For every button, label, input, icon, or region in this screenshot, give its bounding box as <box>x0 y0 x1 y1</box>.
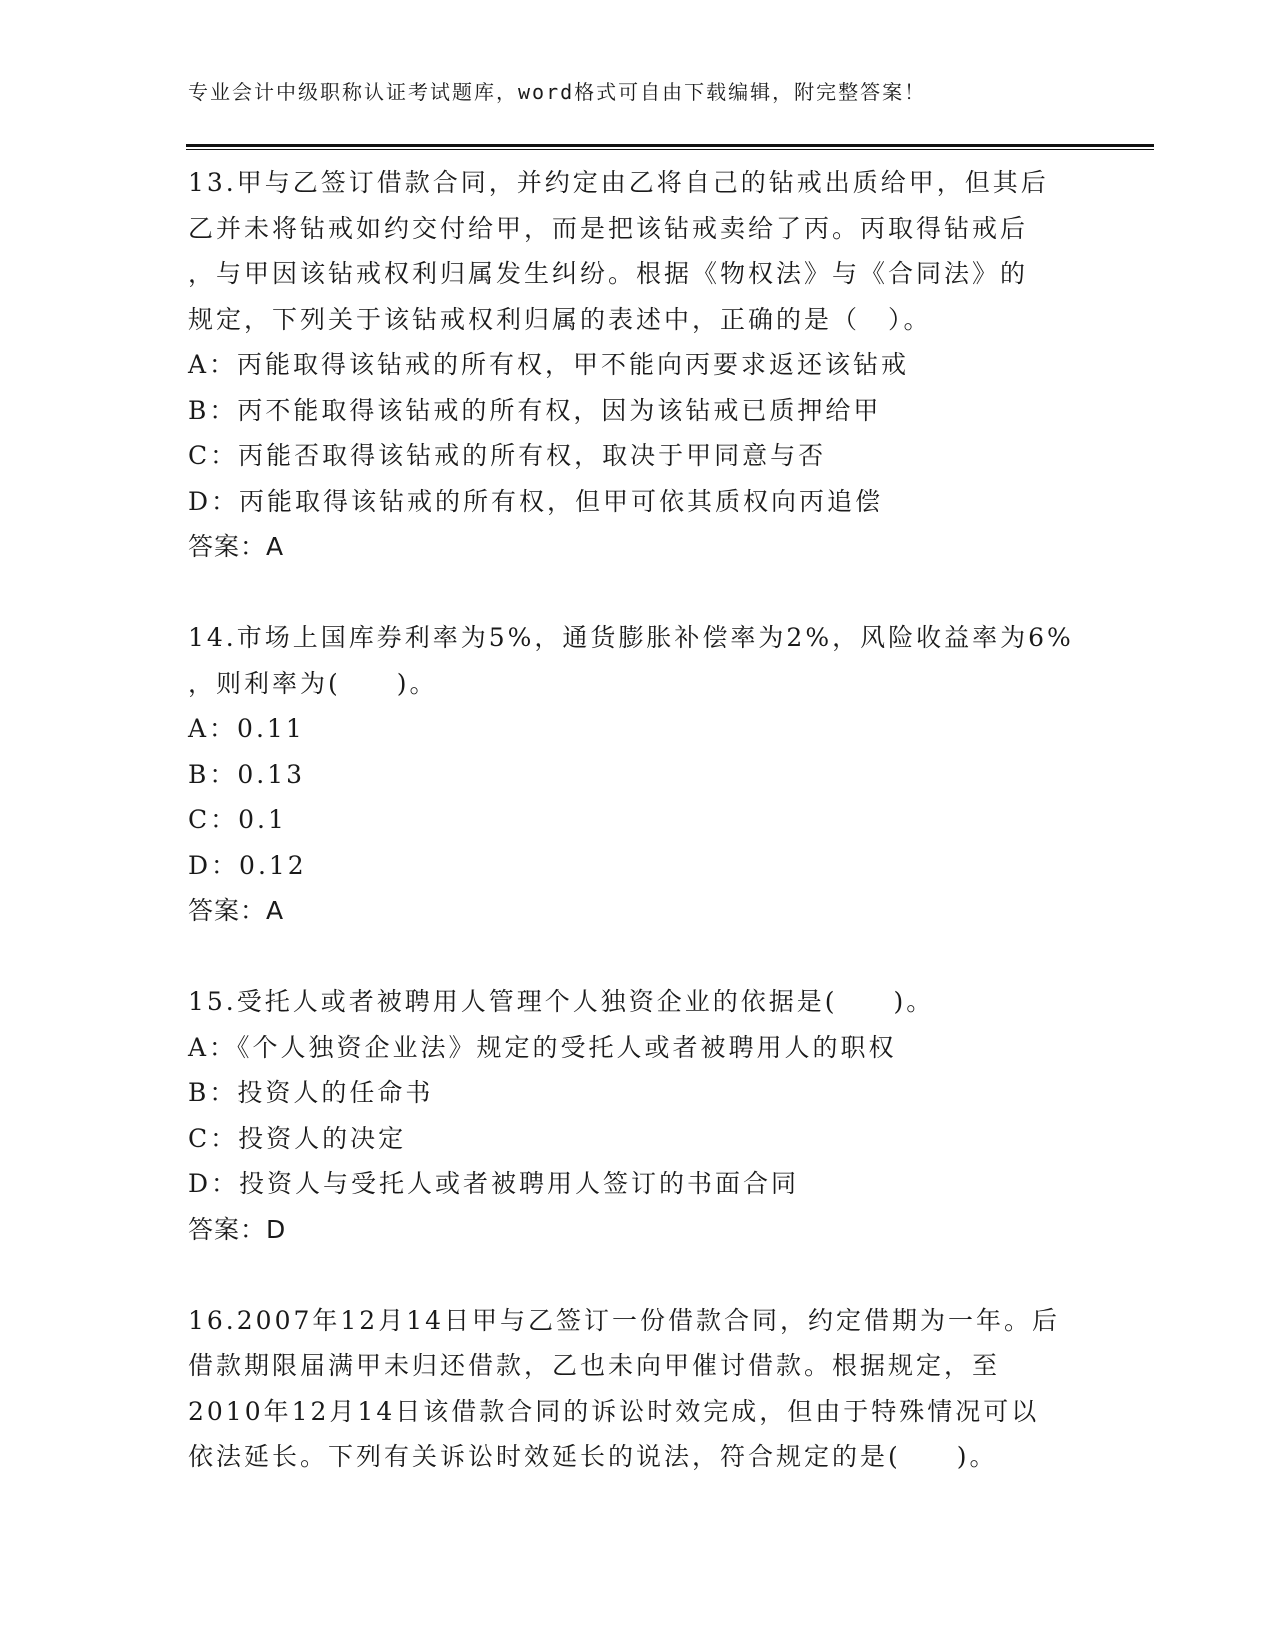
option-b: B：0.13 <box>188 759 306 789</box>
option-a: A：0.11 <box>188 714 305 743</box>
question-stem-line: 依法延长。下列有关诉讼时效延长的说法，符合规定的是( )。 <box>188 1442 998 1471</box>
question-list <box>188 160 1088 1480</box>
question-spacer <box>188 934 1088 980</box>
question-stem-line: ，则利率为( )。 <box>188 668 438 698</box>
option-c: C：丙能否取得该钻戒的所有权，取决于甲同意与否 <box>188 441 827 470</box>
option-d: D：丙能取得该钻戒的所有权，但甲可依其质权向丙追偿 <box>188 486 884 516</box>
question-13 <box>188 160 1088 570</box>
question-14 <box>188 615 1088 934</box>
question-15 <box>188 979 1088 1252</box>
header-rule-thin <box>186 149 1154 150</box>
option-c: C：0.1 <box>188 805 287 834</box>
question-stem-line: ，与甲因该钻戒权利归属发生纠纷。根据《物权法》与《合同法》的 <box>188 259 1029 288</box>
option-b: B：投资人的任命书 <box>188 1078 434 1107</box>
question-stem-line: 15.受托人或者被聘用人管理个人独资企业的依据是( )。 <box>188 987 935 1016</box>
answer-label: 答案：D <box>188 1214 287 1244</box>
question-stem-line: 2010年12月14日该借款合同的诉讼时效完成，但由于特殊情况可以 <box>188 1396 1040 1426</box>
option-d: D：投资人与受托人或者被聘用人签订的书面合同 <box>188 1169 800 1198</box>
option-a: A：丙能取得该钻戒的所有权，甲不能向丙要求返还该钻戒 <box>188 350 910 379</box>
question-spacer <box>188 1252 1088 1298</box>
option-b: B：丙不能取得该钻戒的所有权，因为该钻戒已质押给甲 <box>188 395 882 425</box>
question-stem-line: 14.市场上国库券利率为5%，通货膨胀补偿率为2%，风险收益率为6% <box>188 623 1074 652</box>
question-stem-line: 16.2007年12月14日甲与乙签订一份借款合同，约定借期为一年。后 <box>188 1305 1061 1335</box>
question-stem-line: 乙并未将钻戒如约交付给甲，而是把该钻戒卖给了丙。丙取得钻戒后 <box>188 213 1029 243</box>
page-header: 专业会计中级职称认证考试题库，word格式可自由下载编辑，附完整答案！ <box>188 80 927 104</box>
question-stem-line: 借款期限届满甲未归还借款，乙也未向甲催讨借款。根据规定，至 <box>188 1351 1001 1380</box>
question-spacer <box>188 570 1088 616</box>
answer-label: 答案：A <box>188 532 285 561</box>
header-rule-thick <box>186 144 1154 147</box>
option-d: D：0.12 <box>188 850 307 880</box>
option-a: A：《个人独资企业法》规定的受托人或者被聘用人的职权 <box>188 1032 897 1062</box>
question-16 <box>188 1298 1088 1480</box>
option-c: C：投资人的决定 <box>188 1123 407 1153</box>
question-stem-line: 13.甲与乙签订借款合同，并约定由乙将自己的钻戒出质给甲，但其后 <box>188 168 1049 197</box>
question-stem-line: 规定，下列关于该钻戒权利归属的表述中，正确的是（ ）。 <box>188 304 932 334</box>
answer-label: 答案：A <box>188 896 285 925</box>
